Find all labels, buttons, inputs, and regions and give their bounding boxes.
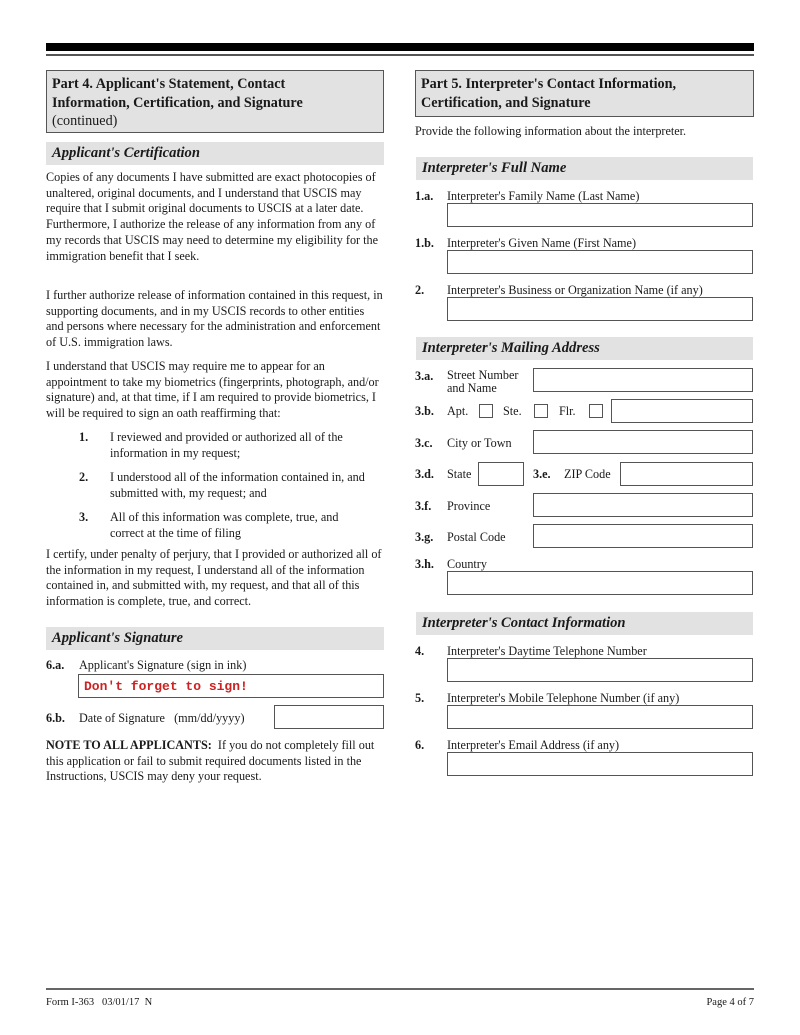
applicant-signature-field[interactable]: Don't forget to sign! <box>78 674 384 698</box>
zip-label: ZIP Code <box>564 467 611 481</box>
item-2-label: Interpreter's Business or Organization Name (if any) <box>447 283 703 297</box>
province-label: Province <box>447 499 491 513</box>
postal-code-field[interactable] <box>533 524 753 548</box>
oath-list-text-2: I understood all of the information contained in, and submitted with, my request; and <box>110 470 365 500</box>
note-text: If you do not completely fill out this application or fail to submit required documents listed in the Instructions, USCIS may deny your request. <box>46 738 378 784</box>
zip-code-field[interactable] <box>620 462 753 486</box>
apt-checkbox[interactable] <box>479 404 493 418</box>
certification-para-3: I understand that USCIS may require me to appear for an appointment to take my biometrics (fingerprints, photograph, and/or signature) and, at that time, if I am required to provide biometrics, I will be required to sign an oath reaffirming that: <box>46 359 379 421</box>
interpreter-given-name-field[interactable] <box>447 250 753 274</box>
certification-para-2: I further authorize release of information contained in this request, in supporting documents, and in my USCIS records to other entities and persons where necessary for the administration and enforcement of U.S. immigration laws. <box>46 288 383 350</box>
street-label-line2: and Name <box>447 381 497 395</box>
state-label: State <box>447 467 472 481</box>
part4-title-box <box>46 70 384 133</box>
note-to-applicants <box>46 738 386 785</box>
flr-checkbox[interactable] <box>589 404 603 418</box>
oath-list-num-2: 2. <box>79 470 89 484</box>
country-label: Country <box>447 557 487 571</box>
item-6b-number: 6.b. <box>46 711 65 725</box>
item-4-number: 4. <box>415 644 425 658</box>
header-rule-thick <box>46 43 754 51</box>
part5-title-line1: Part 5. Interpreter's Contact Information, <box>421 76 677 92</box>
item-1a-label: Interpreter's Family Name (Last Name) <box>447 189 640 203</box>
daytime-telephone-field[interactable] <box>447 658 753 682</box>
item-3d-number: 3.d. <box>415 467 434 481</box>
part5-title-line2: Certification, and Signature <box>421 94 591 111</box>
certification-para-4: I certify, under penalty of perjury, that I provided or authorized all of the information in my request, I understand all of the information contained in, and submitted with, my request, and that all of this information is complete, true, and correct. <box>46 547 382 609</box>
oath-list-num-3: 3. <box>79 510 89 524</box>
province-field[interactable] <box>533 493 753 517</box>
certification-para-1: Copies of any documents I have submitted are exact photocopies of unaltered, original documents, and I understand that USCIS may require that I submit original documents to USCIS at a later date. Furthermore, I authorize the release of any information from any of my records that USCIS may need to determine my eligibility for the immigration benefit that I seek. <box>46 170 379 263</box>
city-or-town-field[interactable] <box>533 430 753 454</box>
state-field[interactable] <box>478 462 524 486</box>
apt-label: Apt. <box>447 404 469 418</box>
item-6b-label: Date of Signature (mm/dd/yyyy) <box>79 711 245 725</box>
part4-title-line1: Part 4. Applicant's Statement, Contact <box>52 76 286 92</box>
city-label: City or Town <box>447 436 512 450</box>
mobile-telephone-field[interactable] <box>447 705 753 729</box>
item-3g-number: 3.g. <box>415 530 434 544</box>
item-3e-number: 3.e. <box>533 467 551 481</box>
page-number: Page 4 of 7 <box>706 997 754 1008</box>
item-5-number: 5. <box>415 691 425 705</box>
item-6a-number: 6.a. <box>46 658 65 672</box>
oath-list-text-1: I reviewed and provided or authorized all of the information in my request; <box>110 430 343 460</box>
oath-list-text-3: All of this information was complete, true, and correct at the time of filing <box>110 510 339 540</box>
part4-title-line2: Information, Certification, and Signature <box>52 94 303 111</box>
item-3f-number: 3.f. <box>415 499 432 513</box>
form-identifier: Form I-363 03/01/17 N <box>46 997 153 1008</box>
section-interpreter-full-name: Interpreter's Full Name <box>416 157 753 180</box>
footer-rule <box>46 988 754 990</box>
item-3b-number: 3.b. <box>415 404 434 418</box>
country-field[interactable] <box>447 571 753 595</box>
section-applicant-certification: Applicant's Certification <box>46 142 384 165</box>
item-6-label: Interpreter's Email Address (if any) <box>447 738 620 752</box>
note-label: NOTE TO ALL APPLICANTS: <box>46 738 212 752</box>
item-1a-number: 1.a. <box>415 189 434 203</box>
section-applicant-signature: Applicant's Signature <box>46 627 384 650</box>
unit-number-field[interactable] <box>611 399 753 423</box>
part5-intro: Provide the following information about the interpreter. <box>415 124 687 138</box>
item-6a-label: Applicant's Signature (sign in ink) <box>79 658 247 672</box>
interpreter-family-name-field[interactable] <box>447 203 753 227</box>
item-3c-number: 3.c. <box>415 436 433 450</box>
part5-title-box <box>415 70 754 117</box>
item-6-number: 6. <box>415 738 425 752</box>
item-1b-number: 1.b. <box>415 236 434 250</box>
item-3h-number: 3.h. <box>415 557 434 571</box>
ste-checkbox[interactable] <box>534 404 548 418</box>
section-interpreter-contact-information: Interpreter's Contact Information <box>416 612 753 635</box>
item-5-label: Interpreter's Mobile Telephone Number (if any) <box>447 691 680 705</box>
street-number-name-field[interactable] <box>533 368 753 392</box>
email-address-field[interactable] <box>447 752 753 776</box>
item-3a-number: 3.a. <box>415 369 434 383</box>
item-4-label: Interpreter's Daytime Telephone Number <box>447 644 647 658</box>
item-2-number: 2. <box>415 283 425 297</box>
interpreter-business-name-field[interactable] <box>447 297 753 321</box>
header-rule-thin <box>46 54 754 56</box>
postal-code-label: Postal Code <box>447 530 506 544</box>
street-label-line1: Street Number <box>447 368 519 382</box>
ste-label: Ste. <box>503 404 522 418</box>
item-1b-label: Interpreter's Given Name (First Name) <box>447 236 637 250</box>
part4-continued: (continued) <box>52 113 118 129</box>
oath-list-num-1: 1. <box>79 430 89 444</box>
section-interpreter-mailing-address: Interpreter's Mailing Address <box>416 337 753 360</box>
date-of-signature-field[interactable] <box>274 705 384 729</box>
flr-label: Flr. <box>559 404 576 418</box>
